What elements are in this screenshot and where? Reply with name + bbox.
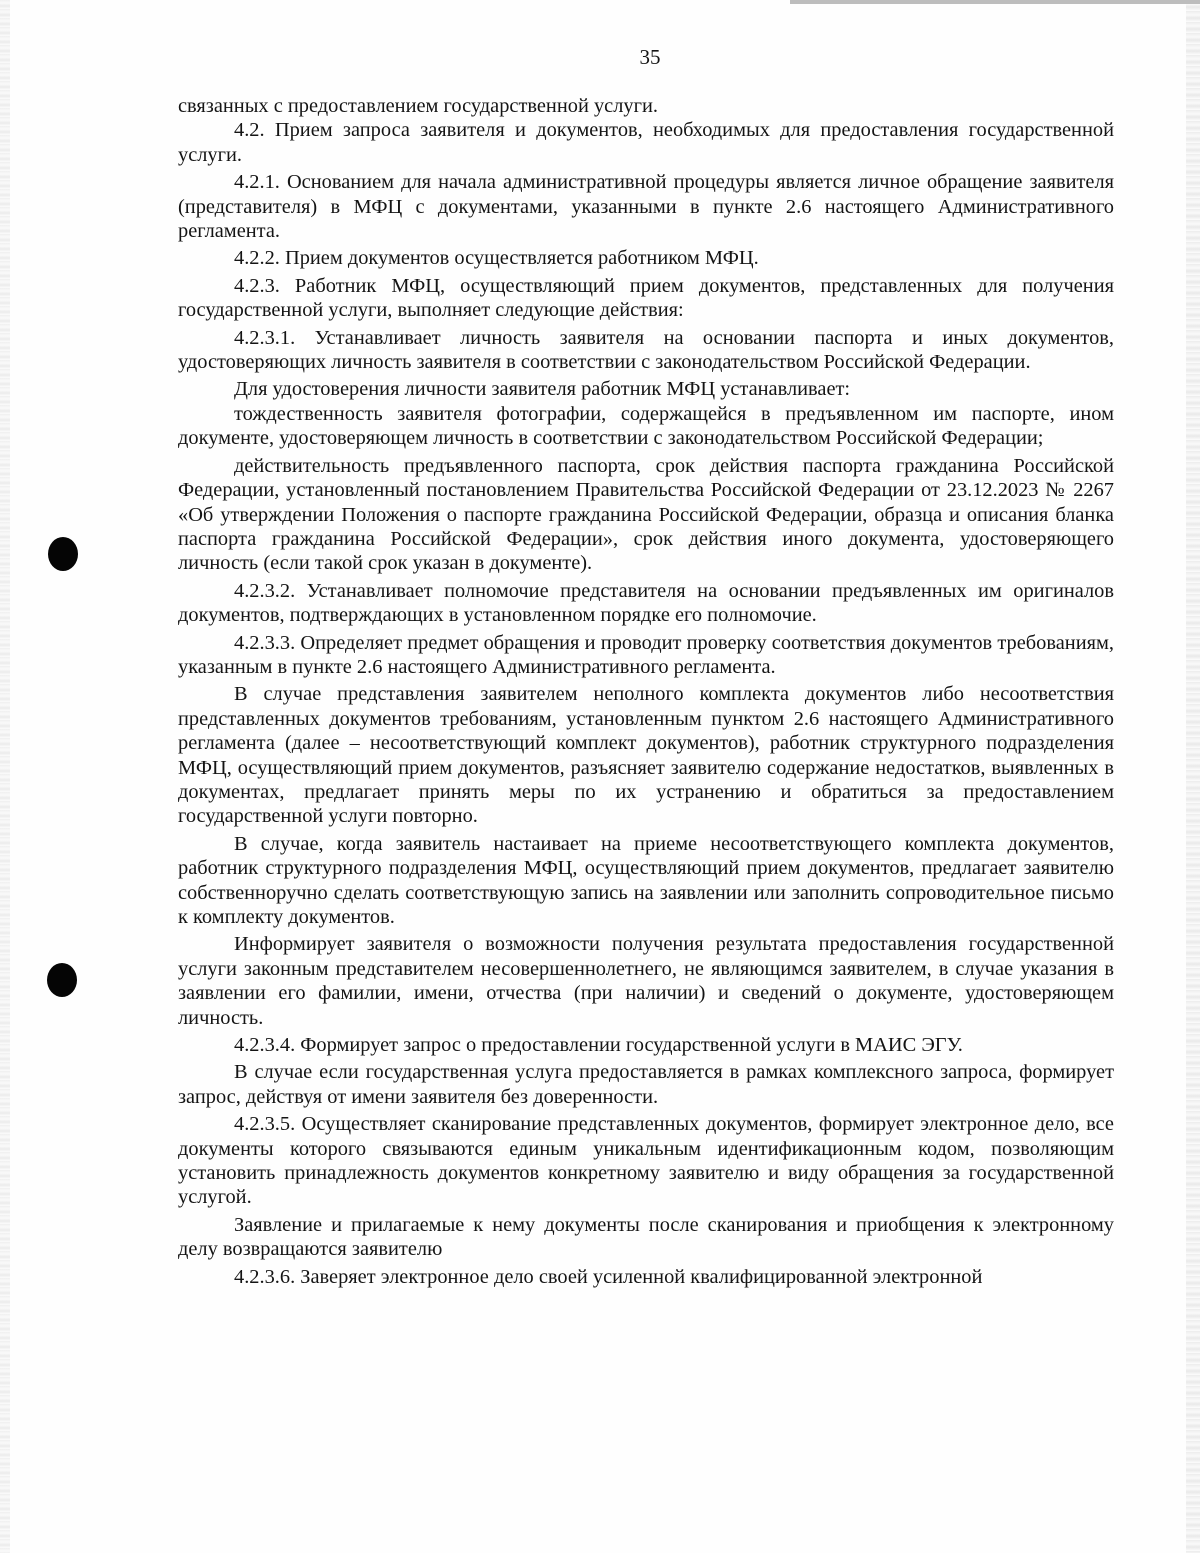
scan-edge-left <box>0 0 10 1553</box>
document-body <box>178 94 1114 1289</box>
paragraph: В случае, когда заявитель настаивает на приеме несоответствующего комплекта документов, работник структурного подразделения МФЦ, осуществляющий прием документов, предлагает заявителю собственноручно сделать соответствующую запись на заявлении или заполнить сопроводительное письмо к комплекту документов. <box>178 832 1114 928</box>
paragraph: 4.2.2. Прием документов осуществляется работником МФЦ. <box>234 247 759 270</box>
paragraph: 4.2.3.3. Определяет предмет обращения и проводит проверку соответствия документов требованиям, указанным в пункте 2.6 настоящего Административного регламента. <box>178 631 1114 678</box>
paragraph: В случае представления заявителем неполного комплекта документов либо несоответствия представленных документов требованиям, установленным пунктом 2.6 настоящего Административного регламента (далее – несоответствующий комплект документов), работник структурного подразделения МФЦ, осуществляющий прием документов, разъясняет заявителю содержание недостатков, выявленных в документах, предлагает принять меры по их устранению и обратиться за предоставлением государственной услуги повторно. <box>178 683 1114 828</box>
paragraph: 4.2.1. Основанием для начала административной процедуры является личное обращение заявителя (представителя) в МФЦ с документами, указанными в пункте 2.6 настоящего Административного регламента. <box>178 171 1114 243</box>
paragraph: тождественность заявителя фотографии, содержащейся в предъявленном им паспорте, ином документе, удостоверяющем личность в соответствии с законодательством Российской Федерации; <box>178 402 1114 450</box>
paragraph: Для удостоверения личности заявителя работник МФЦ устанавливает: <box>234 378 851 401</box>
paragraph: 4.2.3. Работник МФЦ, осуществляющий прием документов, представленных для получения государственной услуги, выполняет следующие действия: <box>178 274 1114 322</box>
punch-hole <box>47 963 77 997</box>
paragraph: действительность предъявленного паспорта, срок действия паспорта гражданина Российской Федерации, установленный постановлением Правительства Российской Федерации от 23.12.2023 № 2267 «Об утверждении Положения о паспорте гражданина Российской Федерации, образца и описания бланка паспорта гражданина Российской Федерации», срок действия иного документа, удостоверяющего личность (если такой срок указан в документе). <box>178 454 1114 575</box>
scan-edge-top <box>790 0 1200 4</box>
paragraph: связанных с предоставлением государственной услуги. <box>178 95 658 117</box>
paragraph: 4.2.3.6. Заверяет электронное дело своей усиленной квалифицированной электронной <box>234 1265 983 1288</box>
scan-edge-right <box>1186 0 1200 1553</box>
paragraph: 4.2.3.2. Устанавливает полномочие представителя на основании предъявленных им оригиналов документов, подтверждающих в установленном порядке его полномочие. <box>178 579 1114 627</box>
paragraph: В случае если государственная услуга предоставляется в рамках комплексного запроса, формирует запрос, действуя от имени заявителя без доверенности. <box>178 1061 1114 1108</box>
page-number: 35 <box>639 45 661 69</box>
paragraph: 4.2.3.5. Осуществляет сканирование представленных документов, формирует электронное дело, все документы которого связываются единым уникальным идентификационным кодом, позволяющим установить принадлежность документов конкретному заявителю и виду обращения за государственной услугой. <box>178 1113 1114 1209</box>
punch-hole <box>48 537 78 571</box>
paragraph: 4.2.3.1. Устанавливает личность заявителя на основании паспорта и иных документов, удостоверяющих личность заявителя в соответствии с законодательством Российской Федерации. <box>178 326 1114 374</box>
paragraph: Информирует заявителя о возможности получения результата предоставления государственной услуги законным представителем несовершеннолетнего, не являющимся заявителем, в случае указания в заявлении его фамилии, имени, отчества (при наличии) и сведений о документе, удостоверяющем личность. <box>178 933 1114 1029</box>
paragraph: 4.2. Прием запроса заявителя и документов, необходимых для предоставления государственной услуги. <box>178 119 1114 166</box>
paragraph: Заявление и прилагаемые к нему документы после сканирования и приобщения к электронному делу возвращаются заявителю <box>178 1213 1114 1261</box>
paragraph: 4.2.3.4. Формирует запрос о предоставлении государственной услуги в МАИС ЭГУ. <box>234 1034 963 1057</box>
